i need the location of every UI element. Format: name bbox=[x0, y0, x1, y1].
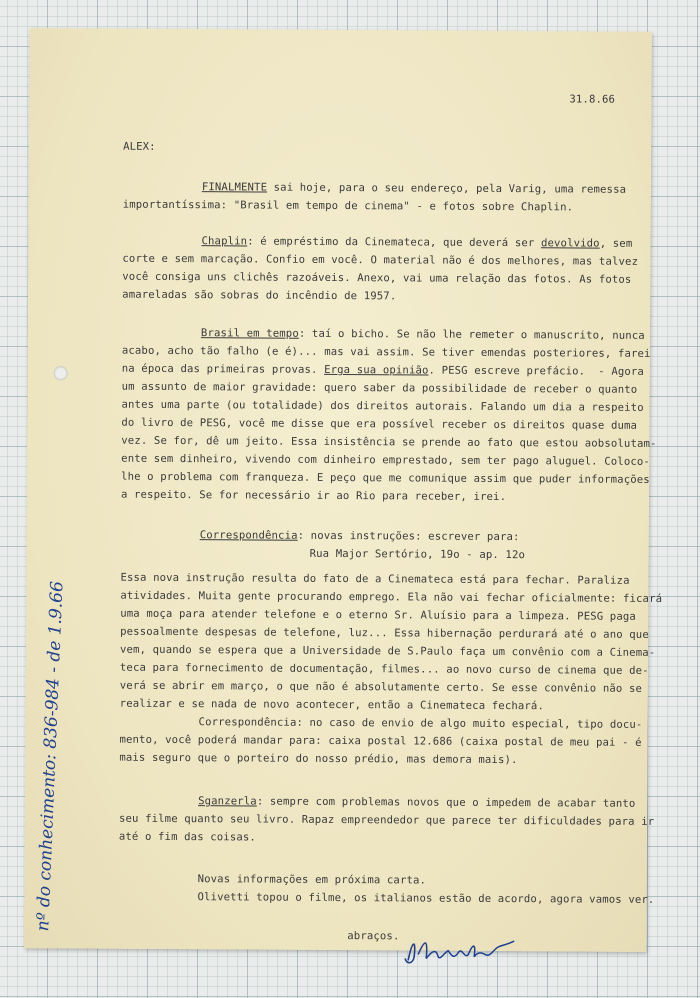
handwritten-side-note: nº do conhecimento: 836-984 - de 1.9.66 bbox=[33, 580, 68, 932]
underlined-word: Sganzerla bbox=[198, 795, 257, 808]
text-run: : taí o bicho. Se não lhe remeter o manuscrito, nunca bbox=[298, 327, 645, 342]
text-line: teca para fornecimento de documentação, filmes... ao novo curso de cinema que de- bbox=[119, 661, 649, 677]
text-line bbox=[200, 529, 520, 543]
text-line bbox=[201, 235, 632, 250]
text-line: mais seguro que o porteiro do nosso prédio, mas demora mais). bbox=[119, 751, 518, 767]
text-line: vez. Se for, dê um jeito. Essa insistência se prende ao fato que estou aobsolutam- bbox=[121, 434, 657, 450]
underlined-word: Brasil em tempo bbox=[200, 327, 299, 340]
address-line: Rua Major Sertório, 19o - ap. 12o bbox=[309, 547, 526, 562]
text-run: : sempre com problemas novos que o impedem de acabar tanto bbox=[256, 795, 636, 810]
text-run: : é empréstimo da Cinemateca, que deverá ser bbox=[247, 235, 542, 250]
text-line: você consiga uns clichês razoáveis. Anexo, vai uma relação das fotos. As fotos bbox=[122, 270, 632, 286]
text-line: pessoalmente despesas de telefone, luz... Essa hibernação perdurará até o ano que bbox=[120, 625, 649, 641]
text-line: Novas informações em próxima carta. bbox=[197, 873, 427, 887]
text-line: seu filme quanto seu livro. Rapaz empreendedor que parece ter dificuldades para ir bbox=[118, 812, 655, 828]
text-line: a respeito. Se for necessário ir ao Rio para receber, irei. bbox=[120, 488, 507, 504]
underlined-word: Erga sua opinião bbox=[324, 363, 429, 377]
text-line: corte e sem marcação. Confio em você. O material não é dos melhores, mas talvez bbox=[122, 252, 639, 268]
text-line: do livro de PESG, você me disse que era possível receber os direitos quase duma bbox=[121, 416, 638, 432]
text-line: vem, quando se espera que a Universidade de S.Paulo faça um convênio com a Cinema- bbox=[119, 643, 656, 659]
handwritten-signature bbox=[402, 930, 522, 971]
text-run: : novas instruções: escrever para: bbox=[297, 529, 520, 544]
text-line: Correspondência: no caso de envio de algo muito especial, tipo docu- bbox=[198, 716, 643, 731]
text-line: Essa nova instrução resulta do fato de a Cinemateca está para fechar. Paraliza bbox=[120, 571, 630, 587]
text-line: ente sem dinheiro, vivendo com dinheiro emprestado, sem ter pago aluguel. Coloco- bbox=[121, 452, 650, 468]
underlined-word: devolvido bbox=[540, 237, 600, 250]
text-line: mento, você poderá mandar para: caixa postal 12.686 (caixa postal de meu pai - é bbox=[119, 733, 642, 749]
text-run: , sem bbox=[599, 237, 633, 250]
text-run: sai hoje, para o seu endereço, pela Varig, uma remessa bbox=[267, 181, 627, 196]
text-line bbox=[198, 795, 635, 810]
letter-sheet bbox=[24, 28, 663, 952]
salutation: ALEX: bbox=[123, 140, 156, 153]
closing: abraços. bbox=[347, 930, 400, 943]
underlined-word: Correspondência bbox=[199, 529, 298, 542]
text-line: um assunto de maior gravidade: quero saber da possibilidade de receber o quanto bbox=[121, 380, 638, 396]
text-line bbox=[122, 363, 644, 378]
underlined-word: Chaplin bbox=[201, 235, 248, 248]
text-line: Olivetti topou o filme, os italianos estão de acordo, agora vamos ver. bbox=[197, 891, 655, 906]
text-line bbox=[202, 181, 626, 196]
text-line: amareladas são sobras do incêndio de 1957. bbox=[122, 288, 397, 303]
text-line: lhe o problema com franqueza. E peço que me comunique assim que puder informações bbox=[121, 470, 650, 486]
text-line: acabo, acho tão falho (e é)... mas vai assim. Se tiver emendas posteriores, farei bbox=[121, 344, 651, 360]
text-line bbox=[201, 327, 645, 342]
text-line: realizar e se nada de novo acontecer, então a Cinemateca fechará. bbox=[119, 697, 545, 713]
punch-hole bbox=[54, 366, 68, 380]
text-line: importantíssima: "Brasil em tempo de cinema" - e fotos sobre Chaplin. bbox=[122, 198, 574, 214]
text-line: uma moça para atender telefone e o eterno Sr. Aluísio para a limpeza. PESG paga bbox=[120, 607, 636, 623]
text-run: . PESG escreve prefácio. - Agora bbox=[428, 364, 645, 378]
text-line: antes uma parte (ou totalidade) dos direitos autorais. Falando um dia a respeito bbox=[121, 398, 644, 414]
text-line: até o fim das coisas. bbox=[118, 830, 257, 844]
text-run: na época das primeiras provas. bbox=[121, 362, 325, 376]
text-line: verá se abrir em março, o que não é absolutamente certo. Se esse convênio não se bbox=[119, 679, 643, 695]
underlined-word: FINALMENTE bbox=[201, 181, 268, 194]
text-line: atividades. Muita gente procurando emprego. Ela não vai fechar oficialmente: ficará bbox=[120, 589, 663, 605]
letter-date: 31.8.66 bbox=[569, 93, 616, 106]
